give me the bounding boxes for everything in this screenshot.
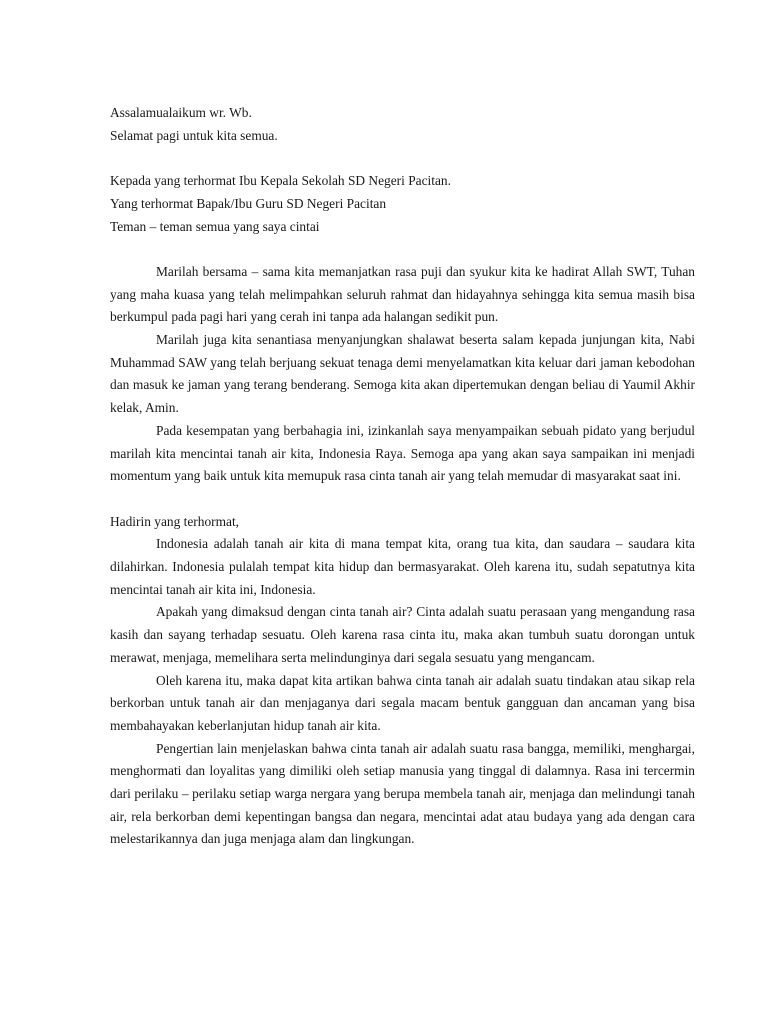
body-paragraph: Pengertian lain menjelaskan bahwa cinta tanah air adalah suatu rasa bangga, memiliki, menghargai, menghormati dan loyalitas yang dimiliki oleh setiap manusia yang tinggal di dalamnya. Rasa ini tercermin dari perilaku – perilaku setiap warga nergara yang berupa membela tanah air, menjaga dan melindungi tanah air, rela berkorban demi kepentingan bangsa dan negara, mencintai adat atau budaya yang ada dengan cara melestarikannya dan juga menjaga alam dan lingkungan. (110, 740, 695, 847)
greeting-morning: Selamat pagi untuk kita semua. (110, 127, 278, 143)
opening-paragraph: Marilah bersama – sama kita memanjatkan rasa puji dan syukur kita ke hadirat Allah SWT, Tuhan yang maha kuasa yang telah melimpahkan seluruh rahmat dan hidayahnya sehingga kita semua masih bisa berkumpul pada pagi hari yang cerah ini tanpa ada halangan sedikit pun. (110, 263, 695, 325)
body-paragraph: Apakah yang dimaksud dengan cinta tanah air? Cinta adalah suatu perasaan yang mengandung rasa kasih dan sayang terhadap sesuatu. Oleh karena rasa cinta itu, maka akan tumbuh suatu dorongan untuk merawat, menjaga, memelihara serta melindunginya dari segala sesuatu yang mengancam. (110, 604, 695, 665)
body-paragraph: Oleh karena itu, maka dapat kita artikan bahwa cinta tanah air adalah suatu tindakan atau sikap rela berkorban untuk tanah air dan menjaganya dari segala macam bentuk gangguan dan ancaman yang bisa membahayakan keberlanjutan hidup tanah air kita. (110, 672, 695, 733)
addressee-line: Yang terhormat Bapak/Ibu Guru SD Negeri Pacitan (110, 195, 387, 211)
addressee-line: Kepada yang terhormat Ibu Kepala Sekolah SD Negeri Pacitan. (110, 173, 451, 189)
document-page (110, 102, 695, 851)
section-heading: Hadirin yang terhormat, (110, 513, 240, 529)
opening-paragraph: Pada kesempatan yang berbahagia ini, izinkanlah saya menyampaikan sebuah pidato yang berjudul marilah kita mencintai tanah air kita, Indonesia Raya. Semoga apa yang akan saya sampaikan ini menjadi momentum yang baik untuk kita memupuk rasa cinta tanah air yang telah memudar di masyarakat saat ini. (110, 422, 695, 484)
spacer (110, 147, 695, 170)
addressee-line: Teman – teman semua yang saya cintai (110, 218, 320, 234)
body-paragraph: Indonesia adalah tanah air kita di mana tempat kita, orang tua kita, dan saudara – saudara kita dilahirkan. Indonesia pulalah tempat kita hidup dan bermasyarakat. Oleh karena itu, sudah sepatutnya kita mencintai tanah air kita ini, Indonesia. (110, 536, 695, 597)
spacer (110, 238, 695, 261)
greeting-salam: Assalamualaikum wr. Wb. (110, 105, 252, 120)
spacer (110, 488, 695, 511)
opening-paragraph: Marilah juga kita senantiasa menyanjungkan shalawat beserta salam kepada junjungan kita, Nabi Muhammad SAW yang telah berjuang sekuat tenaga demi menyelamatkan kita keluar dari jaman kebodohan dan masuk ke jaman yang terang benderang. Semoga kita akan dipertemukan dengan beliau di Yaumil Akhir kelak, Amin. (110, 332, 695, 416)
